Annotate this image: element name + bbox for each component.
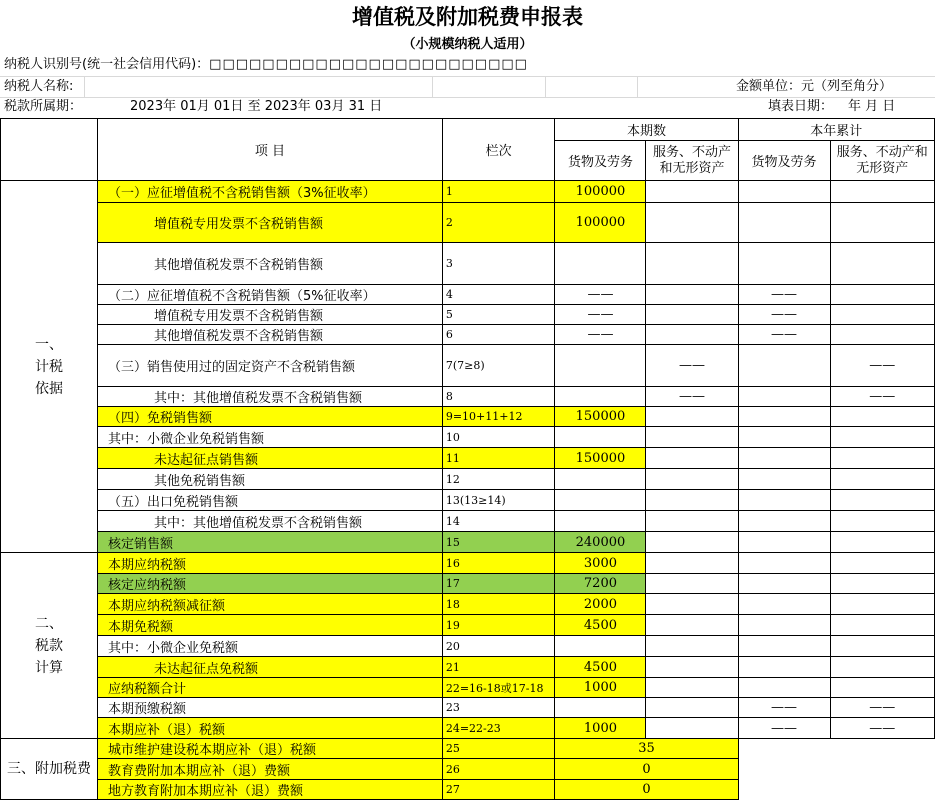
row-label: 城市维护建设税本期应补（退）税额 bbox=[98, 739, 443, 759]
row-goods[interactable]: —— bbox=[555, 325, 646, 345]
row-ytd-services[interactable] bbox=[830, 657, 934, 678]
row-goods[interactable] bbox=[555, 345, 646, 387]
row-ytd-goods[interactable] bbox=[738, 678, 830, 698]
row-services[interactable] bbox=[646, 490, 738, 511]
table-row bbox=[1, 718, 935, 739]
row-services[interactable]: —— bbox=[646, 345, 738, 387]
row-goods[interactable]: 4500 bbox=[555, 615, 646, 636]
row-ytd-goods[interactable] bbox=[738, 345, 830, 387]
row-goods[interactable]: 240000 bbox=[555, 532, 646, 553]
header-corner bbox=[1, 119, 98, 181]
table-row bbox=[1, 285, 935, 305]
row-goods[interactable]: 2000 bbox=[555, 594, 646, 615]
row-label: 其中：其他增值税发票不含税销售额 bbox=[98, 387, 443, 407]
empty-cell bbox=[738, 739, 934, 759]
row-services[interactable] bbox=[646, 636, 738, 657]
row-ytd-goods[interactable] bbox=[738, 181, 830, 203]
taxpayer-id-label: 纳税人识别号(统一社会信用代码)： bbox=[4, 57, 210, 72]
row-code: 15 bbox=[442, 532, 555, 553]
row-ytd-services[interactable] bbox=[830, 305, 934, 325]
row-goods[interactable] bbox=[555, 636, 646, 657]
row-goods[interactable]: 150000 bbox=[555, 407, 646, 427]
row-ytd-services[interactable] bbox=[830, 594, 934, 615]
row-code: 10 bbox=[442, 427, 555, 448]
row-code: 18 bbox=[442, 594, 555, 615]
row-services[interactable] bbox=[646, 615, 738, 636]
row-services[interactable] bbox=[646, 469, 738, 490]
row-code: 2 bbox=[442, 203, 555, 243]
row-services[interactable] bbox=[646, 243, 738, 285]
row-services[interactable] bbox=[646, 285, 738, 305]
row-ytd-goods[interactable] bbox=[738, 448, 830, 469]
row-services[interactable] bbox=[646, 511, 738, 532]
table-row bbox=[1, 574, 935, 594]
row-goods[interactable]: 100000 bbox=[555, 203, 646, 243]
row-label: 本期应补（退）税额 bbox=[98, 718, 443, 739]
row-ytd-services[interactable]: —— bbox=[830, 718, 934, 739]
table-row bbox=[1, 759, 935, 780]
row-ytd-services[interactable] bbox=[830, 407, 934, 427]
table-row bbox=[1, 553, 935, 574]
row-ytd-goods[interactable]: —— bbox=[738, 285, 830, 305]
row-services[interactable] bbox=[646, 407, 738, 427]
header-line: 栏次 bbox=[442, 119, 555, 181]
row-services[interactable] bbox=[646, 678, 738, 698]
row-code: 22=16-18或17-18 bbox=[442, 678, 555, 698]
table-row bbox=[1, 636, 935, 657]
row-value[interactable]: 0 bbox=[555, 780, 738, 800]
header-goods-ytd: 货物及劳务 bbox=[738, 141, 830, 181]
row-services[interactable] bbox=[646, 718, 738, 739]
header-current: 本期数 bbox=[555, 119, 738, 141]
table-row bbox=[1, 427, 935, 448]
row-ytd-goods[interactable] bbox=[738, 427, 830, 448]
row-ytd-goods[interactable] bbox=[738, 594, 830, 615]
row-code: 25 bbox=[442, 739, 555, 759]
gridline bbox=[637, 77, 638, 97]
header-services-ytd: 服务、不动产和无形资产 bbox=[830, 141, 934, 181]
table-row bbox=[1, 780, 935, 800]
header-services: 服务、不动产和无形资产 bbox=[646, 141, 738, 181]
table-row bbox=[1, 532, 935, 553]
gridline bbox=[0, 76, 935, 77]
row-label: 增值税专用发票不含税销售额 bbox=[98, 305, 443, 325]
row-goods[interactable]: 100000 bbox=[555, 181, 646, 203]
taxpayer-id-row bbox=[4, 55, 528, 75]
table-row bbox=[1, 511, 935, 532]
row-code: 16 bbox=[442, 553, 555, 574]
gridline bbox=[0, 97, 935, 98]
row-code: 20 bbox=[442, 636, 555, 657]
row-code: 19 bbox=[442, 615, 555, 636]
fill-date-label: 填表日期： bbox=[768, 99, 834, 114]
section-2-label: 二、税款计算 bbox=[1, 553, 98, 739]
row-ytd-services[interactable] bbox=[830, 203, 934, 243]
row-ytd-services[interactable] bbox=[830, 427, 934, 448]
row-services[interactable] bbox=[646, 448, 738, 469]
row-goods[interactable]: 3000 bbox=[555, 553, 646, 574]
table-row bbox=[1, 448, 935, 469]
row-label: 其中：小微企业免税额 bbox=[98, 636, 443, 657]
row-code: 11 bbox=[442, 448, 555, 469]
row-goods[interactable] bbox=[555, 469, 646, 490]
row-label: 增值税专用发票不含税销售额 bbox=[98, 203, 443, 243]
row-code: 6 bbox=[442, 325, 555, 345]
row-ytd-services[interactable]: —— bbox=[830, 698, 934, 718]
table-row bbox=[1, 615, 935, 636]
row-ytd-goods[interactable] bbox=[738, 574, 830, 594]
period-value: 2023年 01月 01日 至 2023年 03月 31 日 bbox=[130, 99, 383, 114]
period-label: 税款所属期： bbox=[4, 99, 83, 114]
row-ytd-services[interactable] bbox=[830, 678, 934, 698]
taxpayer-name-label: 纳税人名称: bbox=[4, 79, 74, 94]
gridline bbox=[432, 77, 433, 97]
gridline bbox=[545, 77, 546, 97]
row-ytd-services[interactable] bbox=[830, 553, 934, 574]
row-ytd-goods[interactable] bbox=[738, 243, 830, 285]
row-label: 本期应纳税额减征额 bbox=[98, 594, 443, 615]
amount-unit: 金额单位：元（列至角分） bbox=[736, 79, 893, 94]
row-ytd-services[interactable] bbox=[830, 615, 934, 636]
row-label: 本期免税额 bbox=[98, 615, 443, 636]
row-services[interactable] bbox=[646, 325, 738, 345]
row-ytd-goods[interactable] bbox=[738, 469, 830, 490]
row-ytd-goods[interactable] bbox=[738, 657, 830, 678]
row-ytd-goods[interactable] bbox=[738, 387, 830, 407]
row-ytd-goods[interactable]: —— bbox=[738, 718, 830, 739]
page-subtitle: （小规模纳税人适用） bbox=[402, 37, 533, 52]
row-label: 其中：其他增值税发票不含税销售额 bbox=[98, 511, 443, 532]
row-label: （四）免税销售额 bbox=[98, 407, 443, 427]
row-ytd-services[interactable] bbox=[830, 325, 934, 345]
row-services[interactable] bbox=[646, 574, 738, 594]
empty-cell bbox=[738, 759, 934, 780]
row-ytd-services[interactable] bbox=[830, 532, 934, 553]
row-label: 其他增值税发票不含税销售额 bbox=[98, 243, 443, 285]
row-ytd-services[interactable] bbox=[830, 490, 934, 511]
table-row bbox=[1, 698, 935, 718]
row-code: 26 bbox=[442, 759, 555, 780]
row-label: 应纳税额合计 bbox=[98, 678, 443, 698]
row-ytd-services[interactable] bbox=[830, 243, 934, 285]
header-item: 项 目 bbox=[98, 119, 443, 181]
row-ytd-goods[interactable] bbox=[738, 490, 830, 511]
row-ytd-goods[interactable] bbox=[738, 511, 830, 532]
row-label: 未达起征点免税额 bbox=[98, 657, 443, 678]
table-row bbox=[1, 305, 935, 325]
row-code: 3 bbox=[442, 243, 555, 285]
row-services[interactable]: —— bbox=[646, 387, 738, 407]
table-row bbox=[1, 469, 935, 490]
row-code: 9=10+11+12 bbox=[442, 407, 555, 427]
row-services[interactable] bbox=[646, 427, 738, 448]
row-services[interactable] bbox=[646, 698, 738, 718]
row-code: 14 bbox=[442, 511, 555, 532]
row-code: 27 bbox=[442, 780, 555, 800]
row-ytd-goods[interactable] bbox=[738, 203, 830, 243]
row-goods[interactable]: 1000 bbox=[555, 718, 646, 739]
row-ytd-services[interactable]: —— bbox=[830, 387, 934, 407]
row-label: 未达起征点销售额 bbox=[98, 448, 443, 469]
fill-date-value[interactable]: 年 月 日 bbox=[848, 99, 896, 114]
row-goods[interactable]: —— bbox=[555, 305, 646, 325]
row-ytd-goods[interactable] bbox=[738, 532, 830, 553]
row-label: 本期应纳税额 bbox=[98, 553, 443, 574]
row-label: 核定销售额 bbox=[98, 532, 443, 553]
table-row bbox=[1, 657, 935, 678]
row-code: 21 bbox=[442, 657, 555, 678]
row-ytd-goods[interactable] bbox=[738, 407, 830, 427]
row-value[interactable]: 35 bbox=[555, 739, 738, 759]
empty-cell bbox=[738, 780, 934, 800]
row-ytd-services[interactable] bbox=[830, 511, 934, 532]
row-services[interactable] bbox=[646, 203, 738, 243]
row-code: 12 bbox=[442, 469, 555, 490]
row-code: 8 bbox=[442, 387, 555, 407]
header-ytd: 本年累计 bbox=[738, 119, 934, 141]
page-title: 增值税及附加税费申报表 bbox=[352, 5, 583, 29]
table-row bbox=[1, 243, 935, 285]
row-code: 13(13≥14) bbox=[442, 490, 555, 511]
row-label: 其他免税销售额 bbox=[98, 469, 443, 490]
row-ytd-goods[interactable]: —— bbox=[738, 305, 830, 325]
row-code: 23 bbox=[442, 698, 555, 718]
table-row bbox=[1, 490, 935, 511]
row-code: 1 bbox=[442, 181, 555, 203]
row-label: 其中：小微企业免税销售额 bbox=[98, 427, 443, 448]
row-services[interactable] bbox=[646, 657, 738, 678]
row-ytd-services[interactable]: —— bbox=[830, 345, 934, 387]
row-goods[interactable]: 4500 bbox=[555, 657, 646, 678]
row-ytd-goods[interactable] bbox=[738, 636, 830, 657]
table-row bbox=[1, 387, 935, 407]
row-ytd-services[interactable] bbox=[830, 448, 934, 469]
row-goods[interactable]: —— bbox=[555, 285, 646, 305]
row-label: 本期预缴税额 bbox=[98, 698, 443, 718]
row-ytd-services[interactable] bbox=[830, 574, 934, 594]
row-services[interactable] bbox=[646, 181, 738, 203]
row-goods[interactable] bbox=[555, 387, 646, 407]
row-goods[interactable] bbox=[555, 427, 646, 448]
row-goods[interactable] bbox=[555, 698, 646, 718]
row-code: 5 bbox=[442, 305, 555, 325]
header-goods: 货物及劳务 bbox=[555, 141, 646, 181]
taxpayer-id-boxes[interactable]: □□□□□□□□□□□□□□□□□□□□□□□□ bbox=[209, 57, 528, 72]
row-label: 教育费附加本期应补（退）费额 bbox=[98, 759, 443, 780]
table-row bbox=[1, 594, 935, 615]
declaration-table bbox=[0, 118, 935, 800]
row-ytd-services[interactable] bbox=[830, 469, 934, 490]
row-services[interactable] bbox=[646, 532, 738, 553]
row-goods[interactable] bbox=[555, 490, 646, 511]
row-goods[interactable] bbox=[555, 511, 646, 532]
row-ytd-goods[interactable]: —— bbox=[738, 325, 830, 345]
row-label: （二）应征增值税不含税销售额（5%征收率） bbox=[98, 285, 443, 305]
table-row bbox=[1, 325, 935, 345]
row-ytd-goods[interactable] bbox=[738, 615, 830, 636]
row-ytd-services[interactable] bbox=[830, 636, 934, 657]
row-label: 其他增值税发票不含税销售额 bbox=[98, 325, 443, 345]
table-row bbox=[1, 203, 935, 243]
table-row bbox=[1, 181, 935, 203]
row-ytd-services[interactable] bbox=[830, 285, 934, 305]
row-services[interactable] bbox=[646, 594, 738, 615]
row-label: 地方教育附加本期应补（退）费额 bbox=[98, 780, 443, 800]
row-ytd-goods[interactable] bbox=[738, 553, 830, 574]
row-code: 4 bbox=[442, 285, 555, 305]
section-3-label: 三、附加税费 bbox=[1, 739, 98, 800]
table-row bbox=[1, 407, 935, 427]
row-label: （一）应征增值税不含税销售额（3%征收率） bbox=[98, 181, 443, 203]
row-ytd-goods[interactable]: —— bbox=[738, 698, 830, 718]
row-code: 17 bbox=[442, 574, 555, 594]
row-code: 24=22-23 bbox=[442, 718, 555, 739]
row-label: 核定应纳税额 bbox=[98, 574, 443, 594]
row-code: 7(7≥8) bbox=[442, 345, 555, 387]
row-goods[interactable]: 150000 bbox=[555, 448, 646, 469]
row-goods[interactable]: 1000 bbox=[555, 678, 646, 698]
row-goods[interactable]: 7200 bbox=[555, 574, 646, 594]
table-row bbox=[1, 739, 935, 759]
gridline bbox=[84, 77, 85, 97]
row-label: （三）销售使用过的固定资产不含税销售额 bbox=[98, 345, 443, 387]
row-label: （五）出口免税销售额 bbox=[98, 490, 443, 511]
row-value[interactable]: 0 bbox=[555, 759, 738, 780]
row-services[interactable] bbox=[646, 305, 738, 325]
table-row bbox=[1, 678, 935, 698]
row-ytd-services[interactable] bbox=[830, 181, 934, 203]
row-services[interactable] bbox=[646, 553, 738, 574]
row-goods[interactable] bbox=[555, 243, 646, 285]
section-1-label: 一、计税依据 bbox=[1, 181, 98, 553]
table-row bbox=[1, 345, 935, 387]
header-row-1 bbox=[1, 119, 935, 141]
